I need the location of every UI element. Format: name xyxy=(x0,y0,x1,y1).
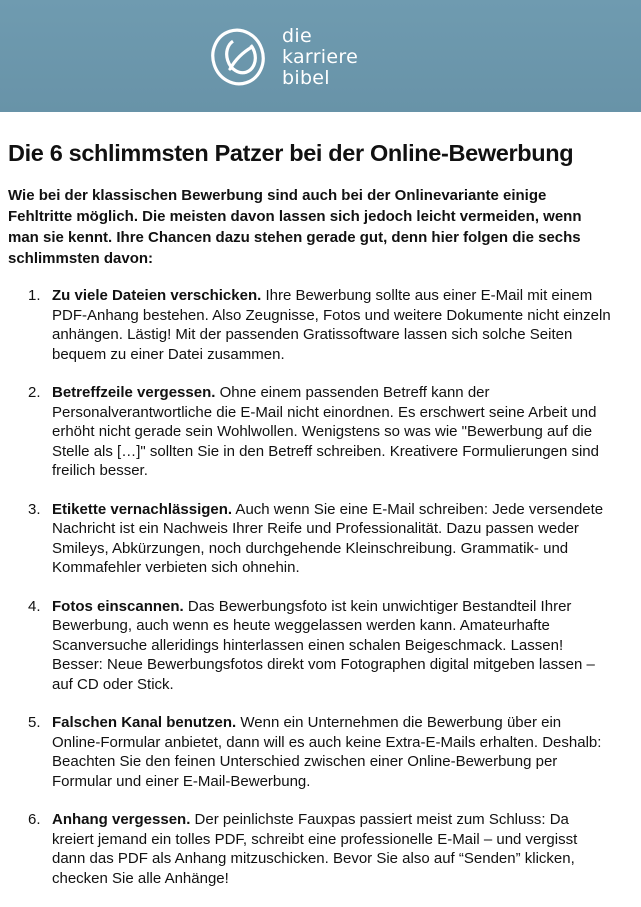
mistakes-list xyxy=(0,286,641,888)
logo-wordmark xyxy=(282,26,358,89)
list-item xyxy=(0,810,612,888)
article-title: Die 6 schlimmsten Patzer bei der Online-Bewerbung xyxy=(8,140,574,166)
item-number: 4. xyxy=(28,597,41,615)
item-number: 2. xyxy=(28,384,41,401)
item-term: Anhang vergessen. xyxy=(52,811,191,828)
item-number: 5. xyxy=(28,714,41,731)
item-text: Der peinlichste Fauxpas passiert meist zum Schluss: Da kreiert jemand ein tolles PDF, schreibt eine professionelle E-Mail – und vergisst dann das PDF als Anhang mitzuschicken. Bevor Sie also auf “Senden” klicken, checken Sie alle Anhänge! xyxy=(52,811,578,887)
item-text: Ohne einem passenden Betreff kann der Personalverantwortliche die E-Mail nicht einordnen. Es erschwert seine Arbeit und erhöht nicht gerade sein Wohlwollen. Wenigstens so was wie "Bewerbung auf die Stelle als […]" sollten Sie in den Betreff schreiben. Kreativere Formulierungen sind freilich besser. xyxy=(52,384,599,479)
item-number: 6. xyxy=(28,811,41,828)
header-banner xyxy=(0,0,641,112)
item-term: Falschen Kanal benutzen. xyxy=(52,714,237,731)
logo-word: bibel xyxy=(282,66,330,89)
logo-swirl-icon xyxy=(208,25,268,89)
item-text: Wenn ein Unternehmen die Bewerbung über ein Online-Formular anbietet, dann will es auch keine Extra-E-Mails erhalten. Deshalb: Beachten Sie den feinen Unterschied zwischen einer Online-Bewerbung per Formular und einer E-Mail-Bewerbung. xyxy=(52,714,602,790)
item-term: Etikette vernachlässigen. xyxy=(52,500,233,518)
item-text: Auch wenn Sie eine E-Mail schreiben: Jede versendete Nachricht ist ein Nachweis Ihrer Reife und Professionalität. Dazu passen weder Smileys, Abkürzungen, noch durchgehende Kleinschreibung. Grammatik- und Kommafehler verbieten sich ohnehin. xyxy=(52,500,604,576)
logo-word: die xyxy=(282,24,312,47)
logo-word: karriere xyxy=(282,45,359,68)
item-text: Das Bewerbungsfoto ist kein unwichtiger Bestandteil Ihrer Bewerbung, auch wenn es heute weggelassen werden kann. Amateurhafte Scanversuche alleridings hinterlassen einen schalen Beigeschmack. Lassen! Besser: Neue Bewerbungsfotos direkt vom Fotographen digital mitgeben lassen – auf CD oder Stick. xyxy=(52,597,595,693)
list-item xyxy=(0,713,612,791)
article xyxy=(0,112,641,907)
list-item xyxy=(0,383,612,481)
item-term: Zu viele Dateien verschicken. xyxy=(52,287,262,304)
article-intro: Wie bei der klassischen Bewerbung sind auch bei der Onlinevariante einige Fehltritte möglich. Die meisten davon lassen sich jedoch leicht vermeiden, wenn man sie kennt. Ihre Chancen dazu stehen gerade gut, denn hier folgen die sechs schlimmsten davon: xyxy=(8,187,582,267)
list-item xyxy=(0,597,612,695)
item-number: 1. xyxy=(28,287,41,304)
item-number: 3. xyxy=(28,500,41,518)
list-item xyxy=(0,500,612,578)
brand-logo[interactable] xyxy=(208,22,358,92)
item-term: Betreffzeile vergessen. xyxy=(52,384,216,401)
list-item xyxy=(0,286,612,364)
item-term: Fotos einscannen. xyxy=(52,597,184,615)
item-text: Ihre Bewerbung sollte aus einer E-Mail mit einem PDF-Anhang bestehen. Also Zeugnisse, Fotos und weitere Dokumente nicht einzeln anhängen. Lästig! Mit der passenden Gratissoftware lassen sich solche Seiten bequem zu einer Datei zusammen. xyxy=(52,287,611,363)
